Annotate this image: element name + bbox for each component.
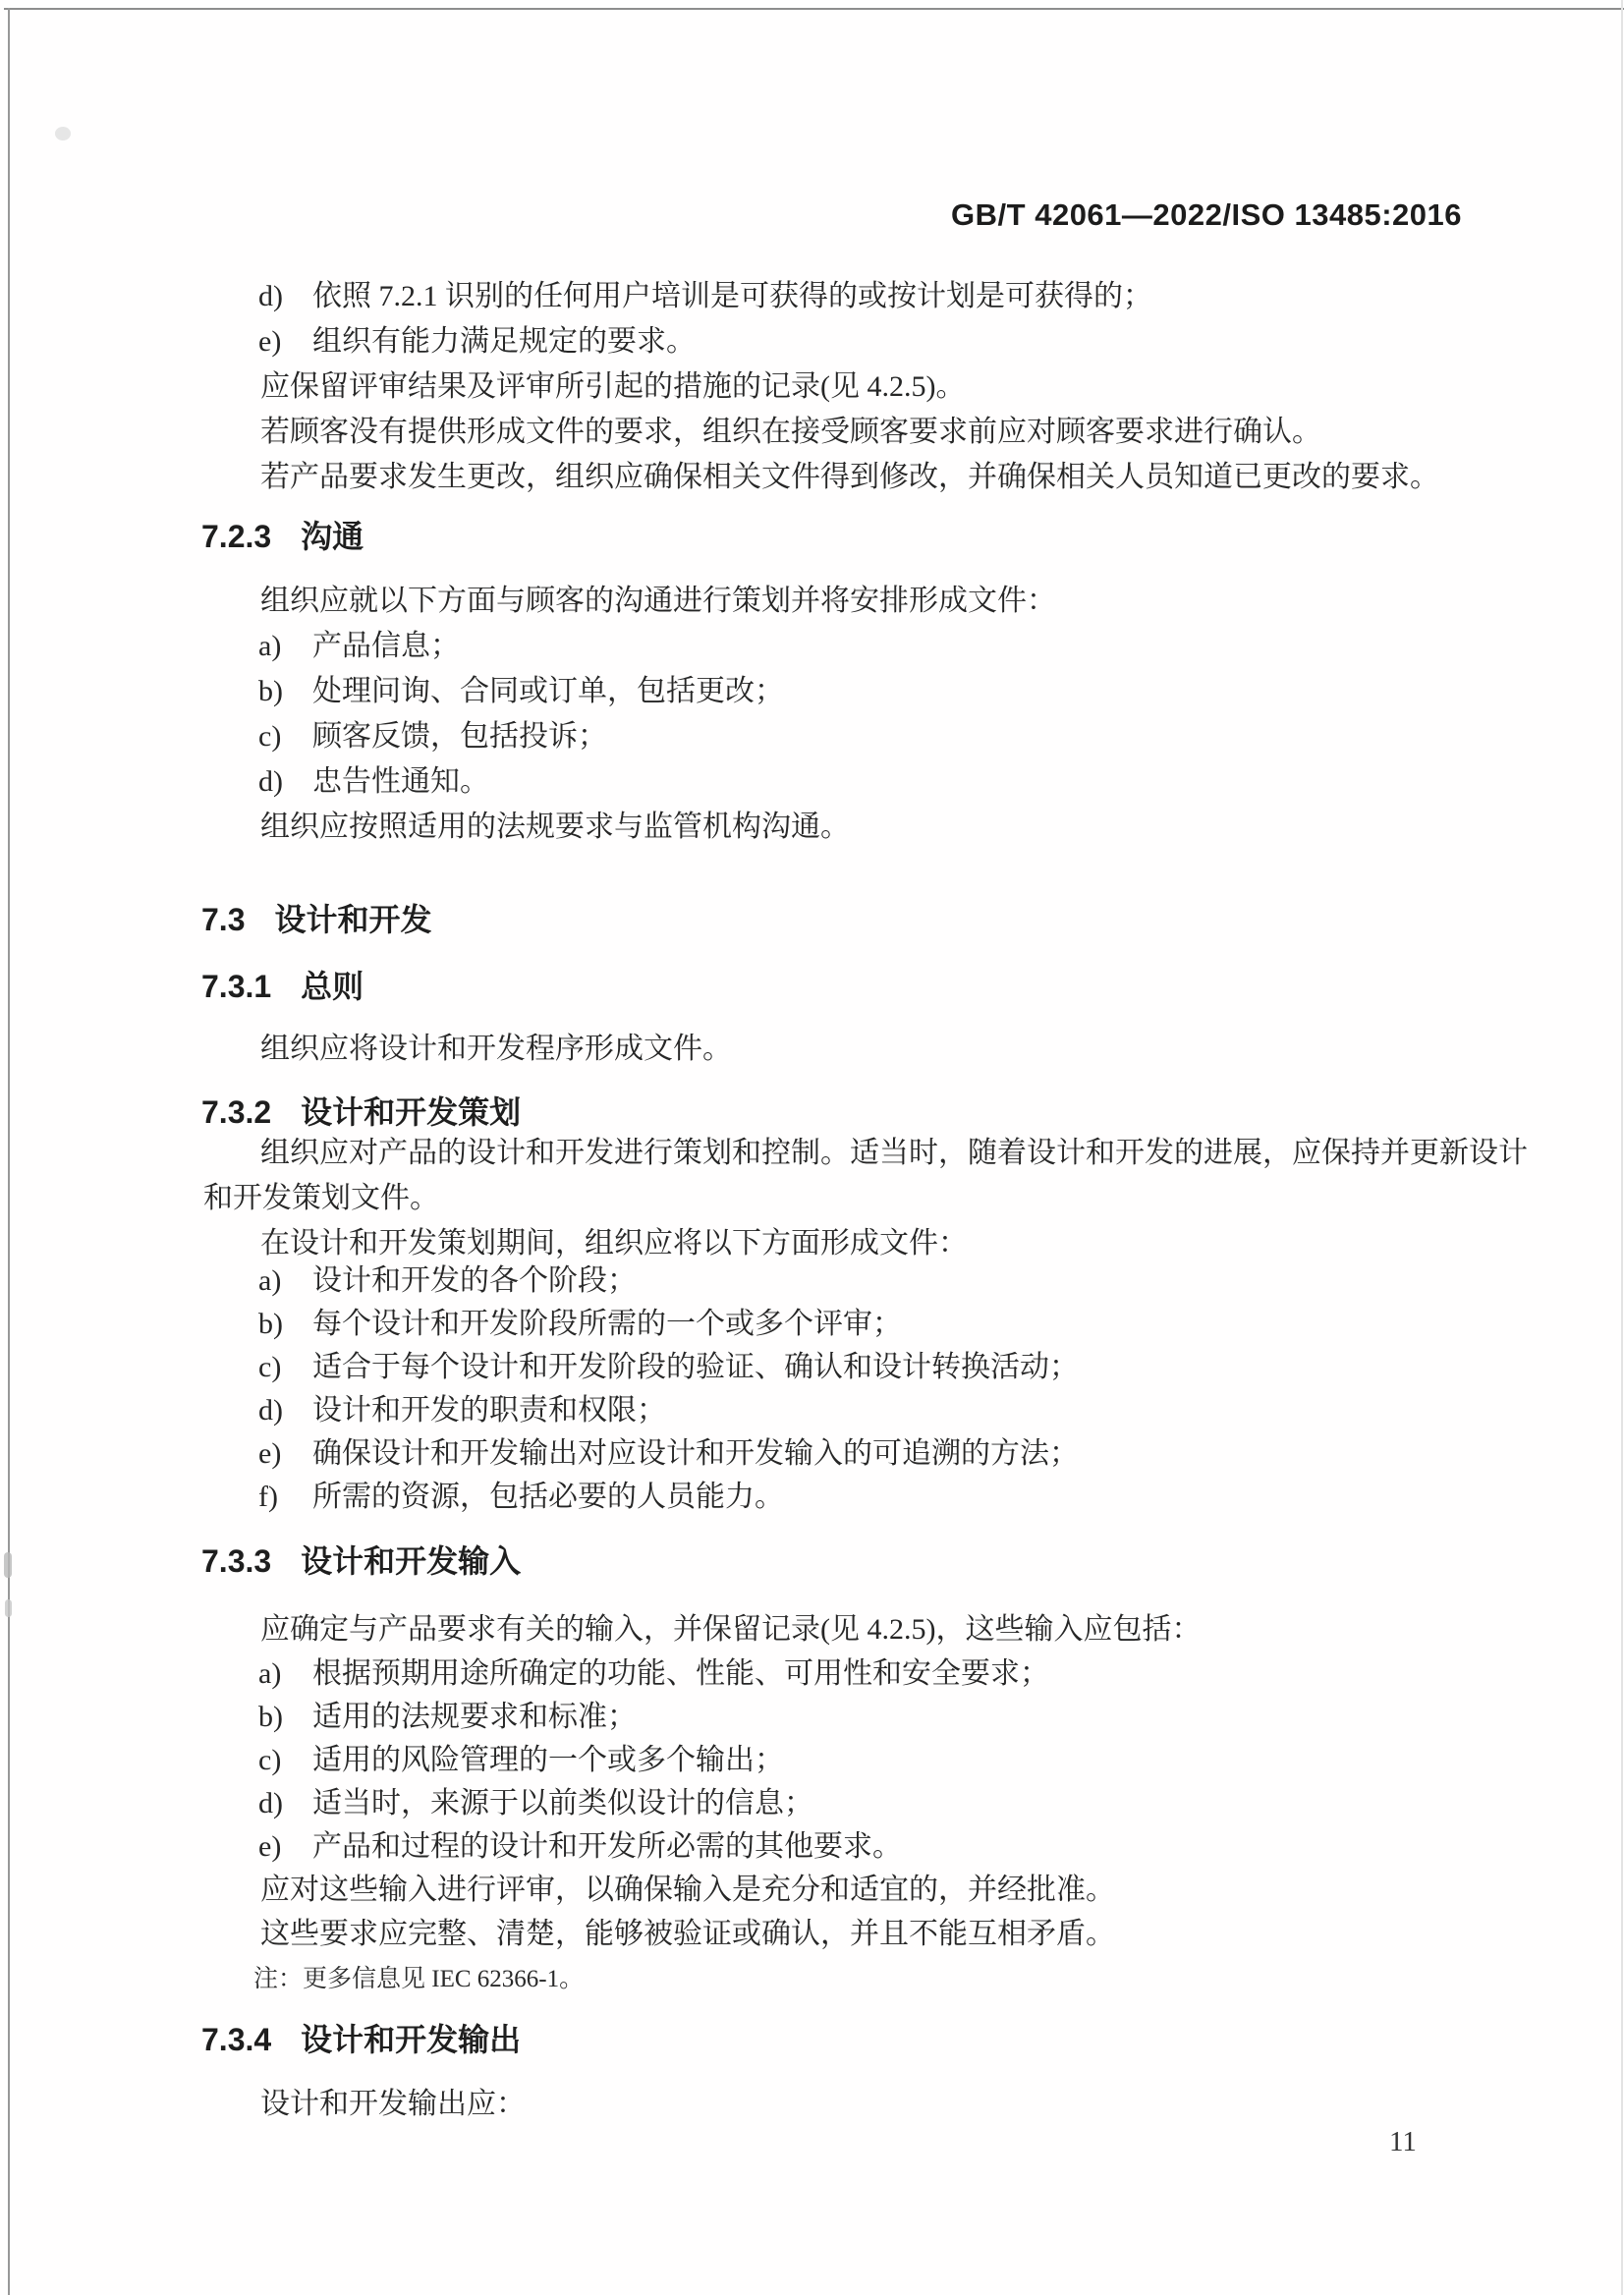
- list-text: 所需的资源，包括必要的人员能力。: [312, 1481, 784, 1513]
- heading-number: 7.3.3: [201, 1543, 272, 1579]
- list-text: 适用的风险管理的一个或多个输出；: [312, 1744, 784, 1776]
- list-item: [258, 1741, 784, 1780]
- heading-title: 设计和开发: [274, 902, 432, 937]
- scan-smudge: [4, 1552, 12, 1578]
- heading-7-3: [201, 900, 432, 939]
- page-number: 11: [1389, 2126, 1417, 2157]
- list-label: d): [258, 280, 283, 312]
- paragraph: [203, 413, 1321, 452]
- note: 注：更多信息见 IEC 62366-1。: [253, 1966, 585, 1992]
- paragraph-text: 组织应对产品的设计和开发进行策划和控制。适当时，随着设计和开发的进展，应保持并更新设计: [260, 1137, 1528, 1169]
- list-item: [258, 277, 1152, 316]
- list-item: [258, 1305, 902, 1344]
- list-label: f): [258, 1481, 278, 1513]
- list-item: [258, 1654, 1049, 1694]
- paragraph-text: 组织应就以下方面与顾客的沟通进行策划并将安排形成文件：: [260, 585, 1056, 617]
- list-text: 顾客反馈，包括投诉；: [312, 720, 607, 753]
- paragraph-text: 应保留评审结果及评审所引起的措施的记录(见 4.2.5)。: [260, 370, 966, 403]
- paragraph-text: 组织应将设计和开发程序形成文件。: [260, 1033, 732, 1065]
- list-label: a): [258, 1657, 282, 1690]
- heading-number: 7.3.1: [201, 969, 272, 1004]
- list-label: b): [258, 675, 283, 707]
- list-text: 组织有能力满足规定的要求。: [312, 325, 696, 358]
- list-label: e): [258, 325, 282, 358]
- heading-number: 7.3: [201, 902, 246, 937]
- list-item: [258, 717, 607, 756]
- heading-7-3-3: [201, 1541, 521, 1581]
- list-label: b): [258, 1701, 283, 1733]
- paragraph-text: 应对这些输入进行评审，以确保输入是充分和适宜的，并经批准。: [260, 1874, 1115, 1906]
- header-standard-number: GB/T 42061—2022/ISO 13485:2016: [951, 197, 1462, 232]
- list-item: [258, 1827, 902, 1867]
- heading-number: 7.3.4: [201, 2022, 272, 2057]
- heading-7-3-2: [201, 1092, 521, 1132]
- list-text: 确保设计和开发输出对应设计和开发输入的可追溯的方法；: [312, 1437, 1079, 1470]
- list-text: 处理问询、合同或订单，包括更改；: [312, 675, 784, 707]
- paragraph-text: 设计和开发输出应：: [260, 2088, 526, 2120]
- heading-number: 7.2.3: [201, 519, 272, 554]
- paragraph-text: 组织应按照适用的法规要求与监管机构沟通。: [260, 811, 850, 843]
- list-label: a): [258, 630, 282, 662]
- list-label: d): [258, 1787, 283, 1819]
- paragraph: [203, 1030, 732, 1069]
- list-item: [258, 627, 460, 666]
- list-text: 产品和过程的设计和开发所必需的其他要求。: [312, 1830, 902, 1863]
- heading-title: 设计和开发策划: [301, 1094, 522, 1130]
- list-text: 忠告性通知。: [312, 765, 489, 798]
- paragraph: [203, 1915, 1115, 1954]
- list-text: 根据预期用途所确定的功能、性能、可用性和安全要求；: [312, 1657, 1049, 1690]
- list-text: 适当时，来源于以前类似设计的信息；: [312, 1787, 813, 1819]
- heading-7-2-3: [201, 517, 364, 556]
- paragraph-text: 这些要求应完整、清楚，能够被验证或确认，并且不能互相矛盾。: [260, 1918, 1115, 1950]
- list-item: [258, 1478, 784, 1517]
- scan-border-top: [4, 8, 1624, 10]
- list-item: [258, 1434, 1079, 1474]
- list-label: d): [258, 765, 283, 798]
- list-item: [258, 672, 784, 711]
- list-item: [258, 1784, 813, 1823]
- list-item: [258, 322, 696, 362]
- scan-smudge: [5, 1599, 12, 1617]
- scan-smudge: [55, 127, 71, 140]
- paragraph: [203, 367, 965, 407]
- paragraph: [203, 1610, 1201, 1650]
- heading-title: 总则: [301, 969, 364, 1004]
- list-label: d): [258, 1394, 283, 1427]
- heading-title: 设计和开发输入: [301, 1543, 522, 1579]
- list-label: c): [258, 1351, 282, 1383]
- paragraph: [203, 1134, 1528, 1173]
- list-text: 适合于每个设计和开发阶段的验证、确认和设计转换活动；: [312, 1351, 1079, 1383]
- list-label: c): [258, 720, 282, 753]
- list-text: 每个设计和开发阶段所需的一个或多个评审；: [312, 1308, 902, 1340]
- paragraph: [203, 458, 1439, 497]
- paragraph: [203, 2085, 526, 2124]
- paragraph-text: 和开发策划文件。: [203, 1182, 439, 1214]
- heading-7-3-4: [201, 2020, 521, 2059]
- list-item: [258, 1261, 637, 1301]
- list-text: 适用的法规要求和标准；: [312, 1701, 637, 1733]
- list-text: 设计和开发的职责和权限；: [312, 1394, 666, 1427]
- heading-title: 设计和开发输出: [301, 2022, 522, 2057]
- paragraph: [203, 1179, 439, 1218]
- paragraph: [203, 808, 850, 847]
- paragraph-text: 若产品要求发生更改，组织应确保相关文件得到修改，并确保相关人员知道已更改的要求。: [260, 461, 1439, 493]
- list-label: e): [258, 1830, 282, 1863]
- list-label: b): [258, 1308, 283, 1340]
- paragraph: [203, 1871, 1115, 1910]
- paragraph: [203, 582, 1056, 621]
- list-label: e): [258, 1437, 282, 1470]
- paragraph-text: 若顾客没有提供形成文件的要求，组织在接受顾客要求前应对顾客要求进行确认。: [260, 416, 1321, 448]
- paragraph: [203, 1224, 968, 1263]
- paragraph-text: 应确定与产品要求有关的输入，并保留记录(见 4.2.5)，这些输入应包括：: [260, 1613, 1202, 1646]
- list-item: [258, 762, 489, 802]
- list-item: [258, 1698, 637, 1737]
- list-item: [258, 1348, 1079, 1387]
- paragraph-text: 在设计和开发策划期间，组织应将以下方面形成文件：: [260, 1227, 968, 1259]
- list-text: 依照 7.2.1 识别的任何用户培训是可获得的或按计划是可获得的；: [312, 280, 1152, 312]
- heading-number: 7.3.2: [201, 1094, 272, 1130]
- heading-7-3-1: [201, 967, 364, 1006]
- list-item: [258, 1391, 666, 1430]
- list-text: 设计和开发的各个阶段；: [312, 1264, 637, 1297]
- heading-title: 沟通: [301, 519, 364, 554]
- list-label: a): [258, 1264, 282, 1297]
- list-label: c): [258, 1744, 282, 1776]
- scan-border-right: [1621, 0, 1623, 2295]
- scan-border-left: [8, 8, 10, 2295]
- list-text: 产品信息；: [312, 630, 460, 662]
